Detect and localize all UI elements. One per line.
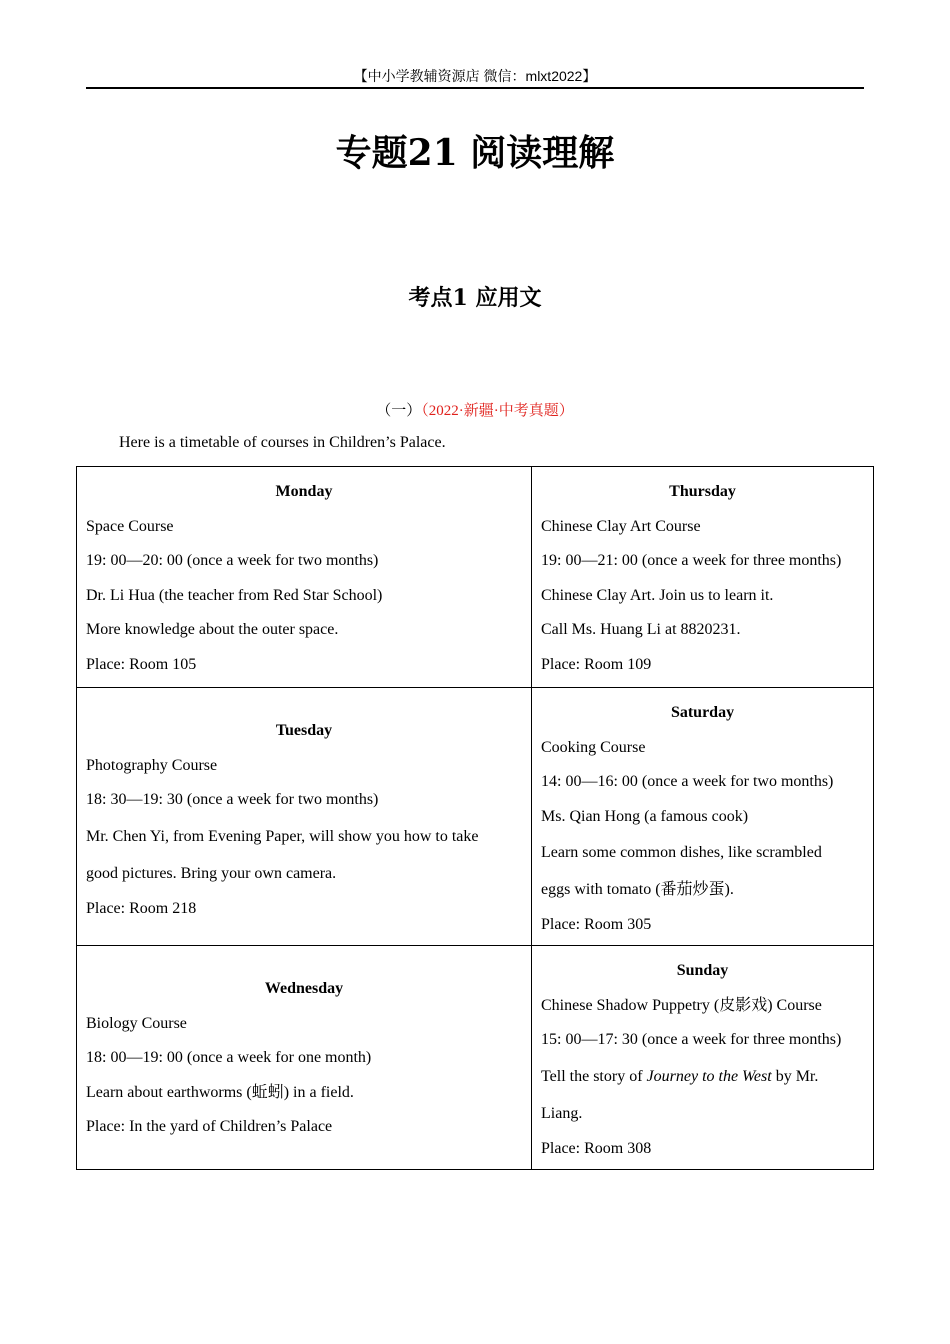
course-description-cont: Liang. [541, 1104, 583, 1122]
course-teacher: Chinese Clay Art. Join us to learn it. [541, 586, 774, 604]
course-time: 15: 00—17: 30 (once a week for three months) [541, 1031, 842, 1049]
course-place: Place: Room 109 [541, 655, 652, 673]
table-row [77, 946, 874, 1170]
table-row [77, 688, 874, 946]
course-description: More knowledge about the outer space. [86, 621, 339, 639]
document-title: 专题21 阅读理解 [335, 132, 615, 174]
course-place: Place: Room 218 [86, 899, 197, 917]
course-place: Place: Room 305 [541, 916, 652, 934]
course-teacher: Ms. Qian Hong (a famous cook) [541, 807, 749, 825]
section-subtitle: 考点1 应用文 [408, 285, 542, 311]
course-time: 18: 00—19: 00 (once a week for one month) [86, 1049, 372, 1067]
question-source [0, 399, 950, 420]
intro-text: Here is a timetable of courses in Children’s Palace. [119, 434, 446, 451]
course-name: Photography Course [86, 756, 218, 774]
course-name: Space Course [86, 517, 174, 535]
exam-source-label: （2022·新疆·中考真题） [421, 403, 574, 419]
course-name: Biology Course [86, 1014, 187, 1032]
course-cell-monday [77, 467, 532, 688]
page-header: 【中小学教辅资源店 微信：mlxt2022】 [353, 68, 597, 84]
course-description-cont: eggs with tomato (番茄炒蛋). [541, 881, 734, 899]
description-text: Tell the story of [541, 1067, 647, 1085]
course-time: 14: 00—16: 00 (once a week for two months) [541, 773, 834, 791]
course-name: Cooking Course [541, 738, 646, 756]
course-place: Place: In the yard of Children’s Palace [86, 1118, 333, 1136]
day-heading: Thursday [669, 483, 736, 500]
course-time: 19: 00—21: 00 (once a week for three months) [541, 552, 842, 570]
table-row [77, 467, 874, 688]
course-description: Mr. Chen Yi, from Evening Paper, will show you how to take [86, 827, 479, 845]
course-place: Place: Room 308 [541, 1139, 652, 1157]
course-cell-wednesday [77, 946, 532, 1170]
course-timetable [76, 466, 874, 1170]
description-text-end: by Mr. [771, 1067, 819, 1085]
course-description: Learn about earthworms (蚯蚓) in a field. [86, 1083, 354, 1101]
course-cell-sunday [532, 946, 874, 1170]
course-cell-saturday [532, 688, 874, 946]
course-cell-thursday [532, 467, 874, 688]
course-place: Place: Room 105 [86, 655, 197, 673]
course-time: 18: 30—19: 30 (once a week for two months) [86, 791, 379, 809]
course-name: Chinese Clay Art Course [541, 517, 701, 535]
course-time: 19: 00—20: 00 (once a week for two months) [86, 552, 379, 570]
course-description: Call Ms. Huang Li at 8820231. [541, 621, 741, 639]
day-heading: Sunday [676, 962, 729, 979]
day-heading: Saturday [670, 704, 735, 721]
course-description [541, 1058, 864, 1095]
course-description: Learn some common dishes, like scrambled [541, 844, 822, 862]
course-description-cont: good pictures. Bring your own camera. [86, 864, 337, 882]
day-heading: Monday [275, 483, 333, 500]
course-name: Chinese Shadow Puppetry (皮影戏) Course [541, 996, 822, 1014]
book-title: Journey to the West [646, 1067, 772, 1085]
question-number: （一） [376, 403, 422, 419]
course-teacher: Dr. Li Hua (the teacher from Red Star School) [86, 586, 383, 604]
day-heading: Wednesday [264, 980, 344, 997]
course-cell-tuesday [77, 688, 532, 946]
header-divider [86, 87, 864, 89]
day-heading: Tuesday [275, 722, 333, 739]
